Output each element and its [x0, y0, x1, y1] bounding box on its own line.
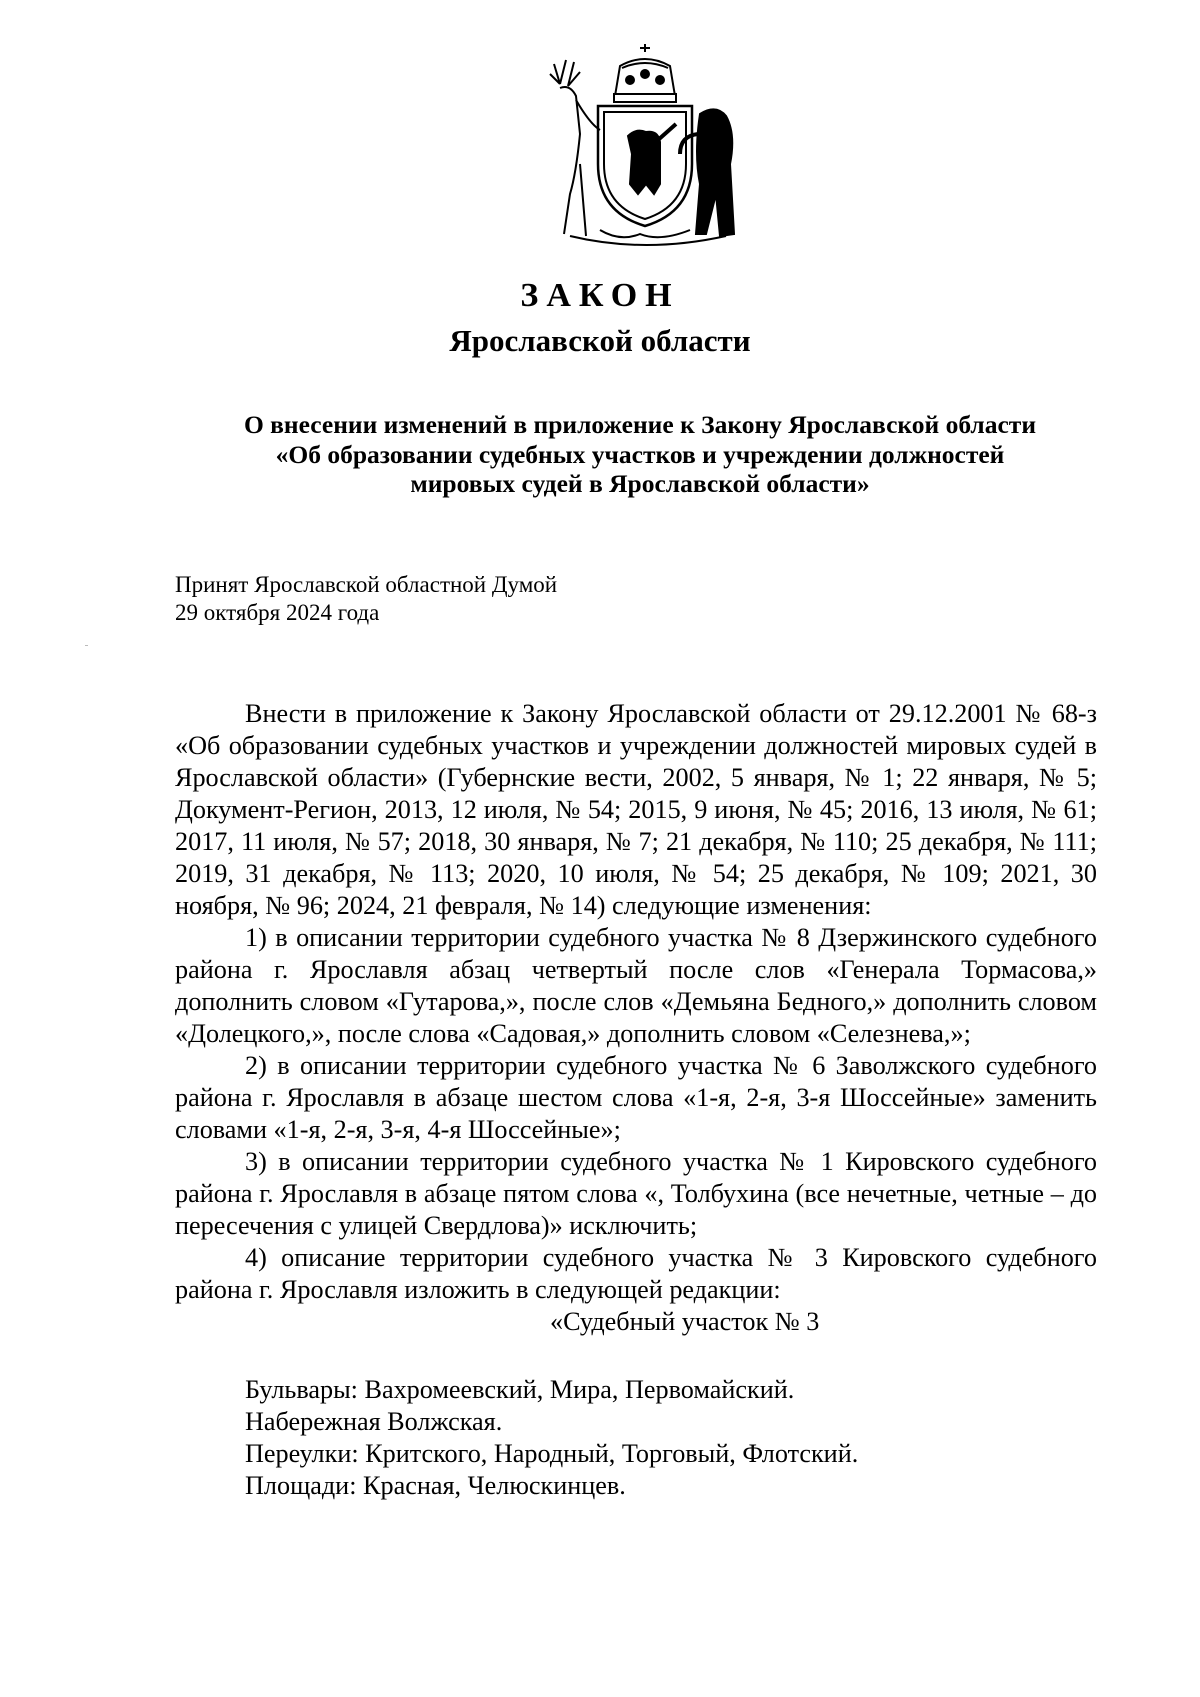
law-body	[175, 698, 1097, 1502]
amendment-item-2: 2) в описании территории судебного участка № 6 Заволжского судебного района г. Ярославля в абзаце шестом слова «1-я, 2-я, 3-я Шоссейные» заменить словами «1-я, 2-я, 3-я, 4-я Шоссейные»;	[175, 1051, 1097, 1144]
spacer	[175, 1338, 1097, 1374]
subject-line-1: О внесении изменений в приложение к Закону Ярославской области	[243, 410, 1037, 439]
subject-line-2: «Об образовании судебных участков и учреждении должностей	[275, 439, 1005, 469]
squares-line: Площади: Красная, Челюскинцев.	[245, 1471, 626, 1500]
law-subject-title	[180, 410, 1100, 499]
adoption-date: 29 октября 2024 года	[175, 600, 380, 625]
document-type-heading: ЗАКОН	[520, 277, 680, 314]
embankment-line: Набережная Волжская.	[245, 1407, 503, 1436]
scan-speck	[85, 645, 88, 646]
subject-line-3: мировых судей в Ярославской области»	[410, 469, 870, 498]
amendment-item-1: 1) в описании территории судебного участка № 8 Дзержинского судебного района г. Ярославля абзац четвертый после слов «Генерала Тормасова,» дополнить словом «Гутарова,», после слов «Демьяна Бедного,» дополнить словом «Долецкого,», после слова «Садовая,» дополнить словом «Селезнева,»;	[175, 923, 1097, 1048]
intro-paragraph: Внести в приложение к Закону Ярославской области от 29.12.2001 № 68-з «Об образовании судебных участков и учреждении должностей мировых судей в Ярославской области» (Губернские вести, 2002, 5 января, № 1; 22 января, № 5; Документ-Регион, 2013, 12 июля, № 54; 2015, 9 июня, № 45; 2016, 13 июля, № 61; 2017, 11 июля, № 57; 2018, 30 января, № 7; 21 декабря, № 110; 25 декабря, № 111; 2019, 31 декабря, № 113; 2020, 10 июля, № 54; 25 декабря, № 109; 2021, 30 ноября, № 96; 2024, 21 февраля, № 14) следующие изменения:	[175, 699, 1097, 920]
amendment-item-3: 3) в описании территории судебного участка № 1 Кировского судебного района г. Ярославля в абзаце пятом слова «, Толбухина (все нечетные, четные – до пересечения с улицей Свердлова)» исключить;	[175, 1147, 1097, 1240]
section-title: «Судебный участок № 3	[550, 1307, 820, 1336]
boulevards-line: Бульвары: Вахромеевский, Мира, Первомайский.	[245, 1375, 795, 1404]
lanes-line: Переулки: Критского, Народный, Торговый, Флотский.	[245, 1439, 859, 1468]
amendment-item-4: 4) описание территории судебного участка № 3 Кировского судебного района г. Ярославля изложить в следующей редакции:	[175, 1243, 1097, 1304]
region-heading: Ярославской области	[449, 323, 751, 358]
coat-of-arms-emblem	[530, 44, 760, 250]
adoption-note	[175, 571, 557, 627]
adopted-by: Принят Ярославской областной Думой	[175, 572, 558, 597]
